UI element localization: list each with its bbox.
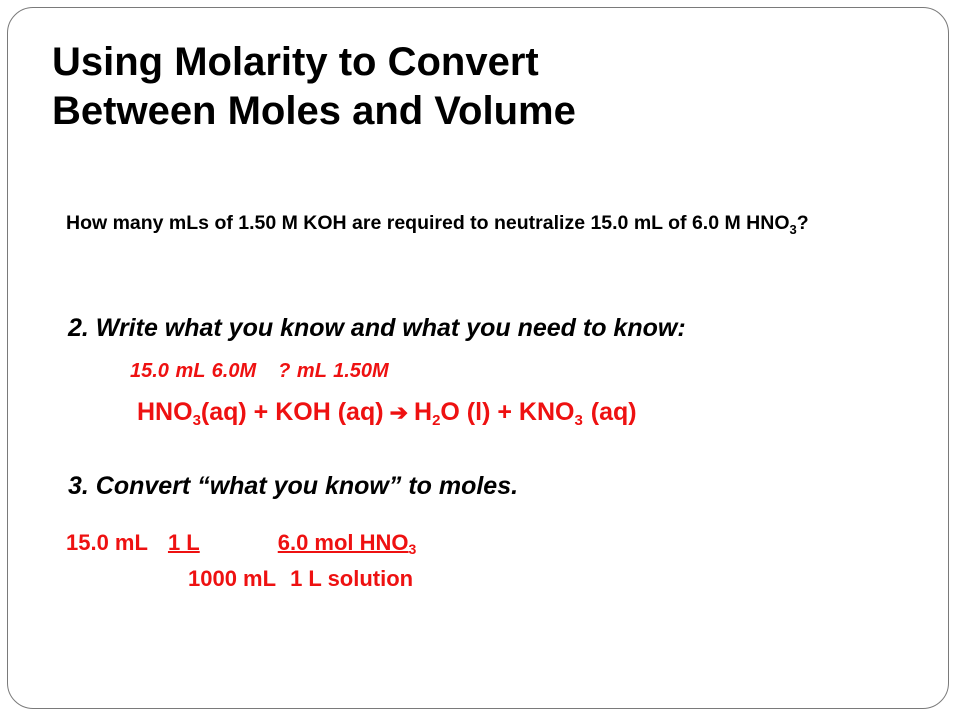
conversion-given: 15.0 mL <box>66 530 148 555</box>
eq-part2: O (l) + KNO <box>440 398 575 426</box>
eq-hno-sub: 3 <box>192 412 201 429</box>
question-end: ? <box>796 212 809 234</box>
eq-kno-sub: 3 <box>574 412 583 429</box>
conversion-numerator-row <box>66 530 416 556</box>
conversion-denominator-row <box>188 566 413 592</box>
conversion-factor1-numerator: 1 L <box>167 530 200 555</box>
question-body: How many mLs of 1.50 M KOH are required to neutralize 15.0 mL of 6.0 M HNO <box>66 212 790 234</box>
title-line-1: Using Molarity to Convert <box>52 40 539 84</box>
question-subscript: 3 <box>789 221 797 237</box>
eq-part1: (aq) + KOH (aq) <box>200 398 384 426</box>
eq-hno: HNO <box>137 398 193 426</box>
conversion-factor2-numerator: 6.0 mol $HNO_3$ <box>277 530 417 557</box>
reaction-arrow-icon: ➔ <box>389 400 408 425</box>
known-unknown: ? mL 1.50M <box>278 360 389 382</box>
question-text <box>66 208 846 245</box>
step2-heading: 2. Write what you know and what you need to know: <box>68 314 686 342</box>
step3-heading: 3. Convert “what you know” to moles. <box>68 472 519 500</box>
chemical-equation <box>137 398 637 427</box>
known-given: 15.0 mL 6.0M <box>130 360 257 382</box>
eq-h: H <box>414 398 433 426</box>
conversion-factor2-denominator: 1 L solution <box>290 566 414 591</box>
knowns-line <box>130 360 389 383</box>
eq-part3: (aq) <box>590 398 637 426</box>
slide-title <box>52 38 576 136</box>
title-line-2: Between Moles and Volume <box>52 89 576 133</box>
conversion-factor1-denominator: 1000 mL <box>188 566 277 591</box>
eq-h-sub: 2 <box>432 412 441 429</box>
